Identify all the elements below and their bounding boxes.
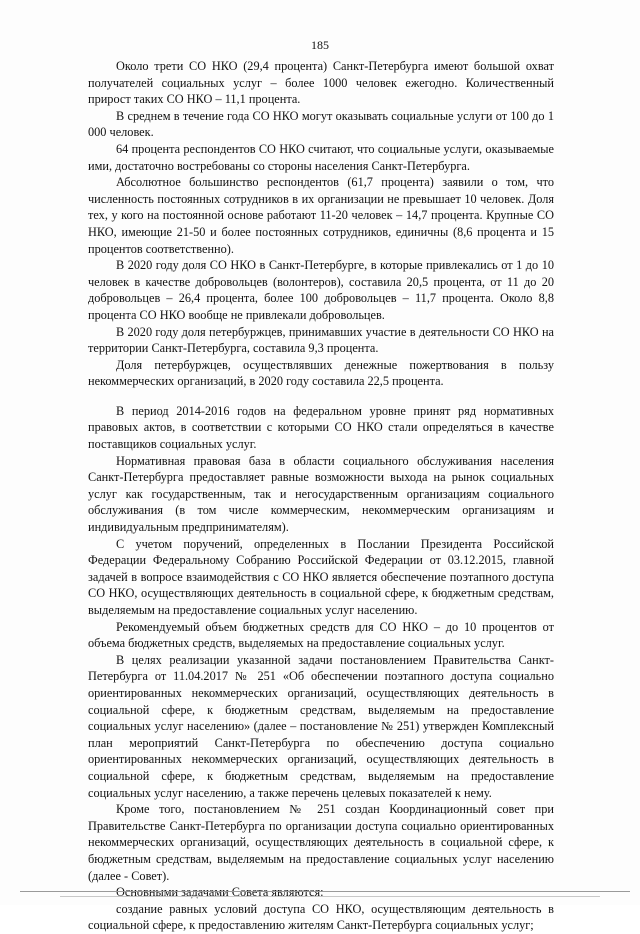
scan-edge-line [20, 891, 630, 892]
paragraph-5: В 2020 году доля СО НКО в Санкт-Петербурге, в которые привлекались от 1 до 10 человек в качестве добровольцев (волонтеров), составила 20,5 процента, от 11 до 20 добровольцев – 26,4 процента, более 100 добровольцев – 11,7 процента. Около 8,8 процента СО НКО вообще не привлекали добровольцев. [88, 258, 554, 322]
paragraph-15: создание равных условий доступа СО НКО, осуществляющим деятельность в социальной сфере, к предоставлению жителям Санкт-Петербурга социальных услуг; [88, 901, 554, 933]
paragraph-12: В целях реализации указанной задачи постановлением Правительства Санкт-Петербурга от 11.04.2017 № 251 «Об обеспечении поэтапного доступа социально ориентированных некоммерческих организаций, осуществляющих деятельность в социальной сфере, к бюджетным средствам, выделяемым на предоставление социальных услуг населению» (далее – постановление № 251) утвержден Комплексный план мероприятий Санкт-Петербурга по обеспечению доступа социально ориентированных некоммерческих организаций, осуществляющих деятельность в социальной сфере, к бюджетным средствам, выделяемым на предоставление социальных услуг населению, а также перечень целевых показателей к нему. [88, 652, 554, 800]
paragraph-8: В период 2014-2016 годов на федеральном уровне принят ряд нормативных правовых актов, в соответствии с которыми СО НКО стали определяться в качестве поставщиков социальных услуг. [88, 403, 554, 452]
paragraph-6: В 2020 году доля петербуржцев, принимавших участие в деятельности СО НКО на территории Санкт-Петербурга, составила 9,3 процента. [88, 324, 554, 356]
paragraph-2: В среднем в течение года СО НКО могут оказывать социальные услуги от 100 до 1 000 человек. [88, 108, 554, 140]
paragraph-14: Основными задачами Совета являются: [116, 885, 324, 900]
paragraph-11: Рекомендуемый объем бюджетных средств для СО НКО – до 10 процентов от объема бюджетных средств, выделяемых на предоставление социальных услуг. [88, 619, 554, 651]
paragraph-10: С учетом поручений, определенных в Послании Президента Российской Федерации Федеральному Собранию Российской Федерации от 03.12.2015, главной задачей в вопросе взаимодействия с СО НКО является обеспечение поэтапного доступа СО НКО, осуществляющих деятельность в социальной сфере, к бюджетным средствам, выделяемым на предоставление социальных услуг населению. [88, 536, 554, 617]
page-number: 185 [311, 38, 329, 52]
section-gap [88, 390, 554, 403]
paragraph-7: Доля петербуржцев, осуществлявших денежные пожертвования в пользу некоммерческих организаций, в 2020 году составила 22,5 процента. [88, 357, 554, 389]
paragraph-9: Нормативная правовая база в области социального обслуживания населения Санкт-Петербурга предоставляет равные возможности выхода на рынок социальных услуг как государственным, так и негосударственным организациям социального обслуживания (в том числе коммерческим, некоммерческим организациям и индивидуальным предпринимателям). [88, 453, 554, 535]
paragraph-1: Около трети СО НКО (29,4 процента) Санкт-Петербурга имеют большой охват получателей социальных услуг – более 1000 человек ежегодно. Количественный прирост таких СО НКО – 11,1 процента. [88, 59, 554, 107]
paragraph-13: Кроме того, постановлением № 251 создан Координационный совет при Правительстве Санкт-Петербурга по организации доступа социально ориентированных некоммерческих организаций, осуществляющих деятельность в социальной сфере, к бюджетным средствам, выделяемым на предоставление социальных услуг населению (далее - Совет). [88, 802, 554, 883]
document-body [88, 58, 554, 934]
scan-edge-line-faint [60, 896, 600, 897]
paragraph-4: Абсолютное большинство респондентов (61,7 процента) заявили о том, что численность постоянных сотрудников в их организации не превышает 10 человек. Доля тех, у кого на постоянной основе работают 11-20 человек – 14,7 процента. Крупные СО НКО, имеющие 21-50 и более постоянных сотрудников, единичны (8,6 процента и 15 процентов соответственно). [88, 175, 554, 256]
paragraph-3: 64 процента респондентов СО НКО считают, что социальные услуги, оказываемые ими, достаточно востребованы со стороны населения Санкт-Петербурга. [88, 141, 554, 173]
